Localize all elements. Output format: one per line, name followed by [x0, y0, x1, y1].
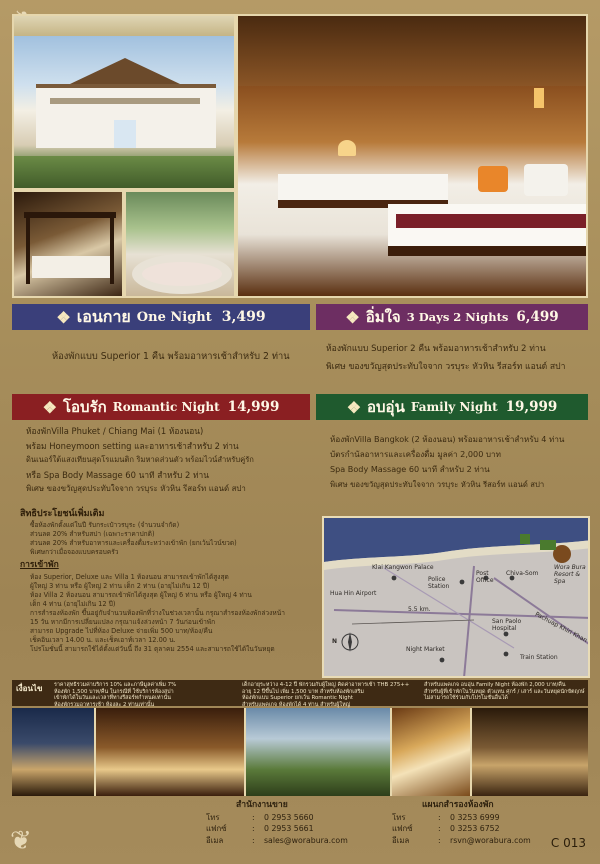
map-north-label: N [332, 638, 338, 645]
map-label: Pachuap Khiri Khan [533, 610, 589, 645]
lotus-icon: ❖ [346, 397, 362, 417]
package-body-one-night: ห้องพักแบบ Superior 1 คืน พร้อมอาหารเช้าสำหรับ 2 ท่าน [52, 351, 290, 362]
spa-products-photo [392, 708, 472, 796]
page-code: C 013 [550, 836, 586, 850]
map-label: 5.5 km. [408, 606, 431, 613]
package-body-three-days: ห้องพักแบบ Superior 2 คืน พร้อมอาหารเช้าสำหรับ 2 ท่าน พิเศษ ของขวัญสุดประทับใจจาก วรบุระ หัวหิน รีสอร์ท แอนด์ สปา [326, 344, 566, 372]
lotus-icon: ❖ [42, 397, 57, 417]
contact-title: สำนักงานขาย [236, 800, 288, 810]
conditions-column-2: เด็กอายุระหว่าง 4-12 ปี พักรวมกับผู้ใหญ่ คิดค่าอาหารเช้า THB 275++ อายุ 12 ปีขึ้นไป เพิ่ม 1,500 บาท สำหรับห้องพักเสริม ห้องพักแบบ Superior ยกเว้น Romantic Night สำหรับแพคเกจ ห้องพักได้ 4 ท่าน สำหรับผู้ใหญ่ [242, 682, 410, 709]
lotus-icon: ❖ [56, 307, 71, 327]
bedroom-photo [236, 14, 588, 298]
package-header-three-days [316, 304, 588, 330]
package-header-one-night [12, 304, 310, 330]
fax-number: 0 2953 5661 [264, 824, 314, 833]
package-title-th: เอนกาย [76, 306, 131, 326]
villa-exterior-photo [12, 14, 236, 190]
package-title-en: Family Night [410, 400, 498, 414]
phone-number: 0 2953 5660 [264, 812, 314, 822]
package-price: 19,999 [505, 399, 558, 415]
map-label: Train Station [520, 654, 558, 661]
phone-number: 0 3253 6999 [450, 812, 500, 822]
email-link[interactable]: sales@worabura.com [264, 835, 348, 845]
package-body-romantic: ห้องพักVilla Phuket / Chiang Mai (1 ห้องนอน) พร้อม Honeymoon setting และอาหารเช้าสำหรับ 2 ท่าน ดินเนอร์ใต้แสงเทียนสุดโรแมนติก ริมหาดส่วนตัว พร้อมไวน์สำหรับคู่รัก หรือ Spa Body Massage 60 นาที สำหรับ 2 ท่าน พิเศษ ของขวัญสุดประทับใจจาก วรบุระ หัวหิน รีสอร์ท แอนด์ สปา [26, 426, 254, 494]
map-label: Night Market [406, 646, 445, 653]
conditions-tag: เงื่อนไข [16, 684, 43, 693]
outdoor-bath-photo [124, 190, 236, 298]
stay-conditions-title: การเข้าพัก [20, 560, 59, 571]
reservation-contact: แผนกสำรองห้องพัก โทร : 0 3253 6999 แฟกซ์ : 0 3253 6752 อีเมล : rsvn@worabura.com [392, 800, 531, 845]
map-label: Police Station [428, 576, 450, 590]
package-title-th: อบอุ่น [367, 398, 405, 416]
map-label: Post Office [476, 570, 494, 584]
additional-benefits: สิทธิประโยชน์เพิ่มเติม ซื้อห้องพักตั้งแต่ในปี รับกระเป๋าวรบุระ (จำนวนจำกัด) ส่วนลด 20% สำหรับสปา (เฉพาะราคาปกติ) ส่วนลด 20% สำหรับอาหารและเครื่องดื่มระหว่างเข้าพัก (ยกเว้นไวน์ขวด) พิเศษกว่าเมื่อจองแบบครอบครัว การเข้าพัก ห้อง Superior, Deluxe และ Villa 1 ห้องนอน สามารถเข้าพักได้สูงสุด ผู้ใหญ่ 3 ท่าน หรือ ผู้ใหญ่ 2 ท่าน เด็ก 2 ท่าน (อายุไม่เกิน 12 ปี) ห้อง Villa 2 ห้องนอน สามารถเข้าพักได้สูงสุด ผู้ใหญ่ 6 ท่าน หรือ ผู้ใหญ่ 4 ท่าน เด็ก 4 ท่าน (อายุไม่เกิน 12 ปี) การสำรองห้องพัก ขึ้นอยู่กับจำนวนห้องพักที่ว่างในช่วงเวลานั้น กรุณาสำรองห้องพักล่วงหน้า 15 วัน หากมีการเปลี่ยนแปลง กรุณาแจ้งล่วงหน้า 7 วันก่อนเข้าพัก สามารถ Upgrade ไปที่ห้อง Deluxe จ่ายเพิ่ม 500 บาท/ห้อง/คืน เช็คอินเวลา 14.00 น. และเช็คเอาท์เวลา 12.00 น. โปรโมชั่นนี้ สามารถใช้ได้ตั้งแต่วันนี้ ถึง 31 ตุลาคม 2554 และสามารถใช้ได้ในวันหยุด [12, 508, 318, 680]
package-body-family: ห้องพักVilla Bangkok (2 ห้องนอน) พร้อมอาหารเช้าสำหรับ 4 ท่าน บัตรกำนัลอาหารและเครื่องดื่ม มูลค่า 2,000 บาท Spa Body Massage 60 นาที สำหรับ 2 ท่าน พิเศษ ของขวัญสุดประทับใจจาก วรบุระ หัวหิน รีสอร์ท แอนด์ สปา [330, 434, 565, 489]
map-label: San Paolo Hospital [492, 618, 522, 632]
map-label: Chiva-Som [506, 570, 539, 577]
package-title-en: 3 Days 2 Nights [406, 310, 509, 324]
pool-villa-photo [12, 708, 96, 796]
package-title-th: โอบรัก [62, 398, 107, 416]
lotus-icon: ❖ [345, 307, 360, 327]
package-header-family [316, 394, 588, 420]
elephant-decor-photo [472, 708, 588, 796]
dining-room-photo [96, 708, 246, 796]
map-label: Hua Hin Airport [330, 590, 377, 597]
corner-ornament-bottom-left: ❦ [10, 826, 32, 856]
package-header-romantic [12, 394, 310, 420]
location-map [322, 516, 590, 678]
map-label: Klai Kangwon Palace [372, 564, 434, 571]
package-price: 3,499 [221, 309, 266, 325]
package-title-en: Romantic Night [112, 400, 220, 414]
package-price: 14,999 [227, 399, 280, 415]
conditions-column-1: ราคาสุทธิรวมค่าบริการ 10% และภาษีมูลค่าเพิ่ม 7% ห้องพัก 1,500 บาท/คืน ในกรณีที่ ใช้บริการห้องสปา เข้าพักได้ในวันและเวลาที่ทางรีสอร์ทกำหนดเท่านั้น ห้องพักรวมอาหารเช้า ห้องละ 2 ท่านเท่านั้น [54, 682, 177, 709]
benefits-title: สิทธิประโยชน์เพิ่มเติม [20, 509, 105, 519]
package-title-en: One Night [136, 309, 212, 325]
conditions-strip [12, 680, 588, 709]
conditions-column-3: สำหรับแพคเกจ อบอุ่น Family Night ห้องพัก 2,000 บาท/คืน สำหรับผู้ที่เข้าพักในวันหยุด ตัวแทน ศุกร์ / เสาร์ และวันหยุดนักขัตฤกษ์ ไม่สามารถใช้ร่วมกับโปรโมชั่นอื่นได้ [424, 682, 585, 702]
fax-number: 0 3253 6752 [450, 824, 500, 833]
sales-office-contact: สำนักงานขาย โทร : 0 2953 5660 แฟกซ์ : 0 2953 5661 อีเมล : sales@worabura.com [206, 800, 348, 845]
package-title-th: อิ่มใจ [365, 308, 401, 326]
map-label: Wora Bura Resort & Spa [554, 564, 586, 585]
garden-photo [246, 708, 392, 796]
email-link[interactable]: rsvn@worabura.com [450, 835, 531, 845]
contact-title: แผนกสำรองห้องพัก [422, 800, 494, 810]
package-price: 6,499 [516, 309, 559, 325]
canopy-bed-photo [12, 190, 124, 298]
